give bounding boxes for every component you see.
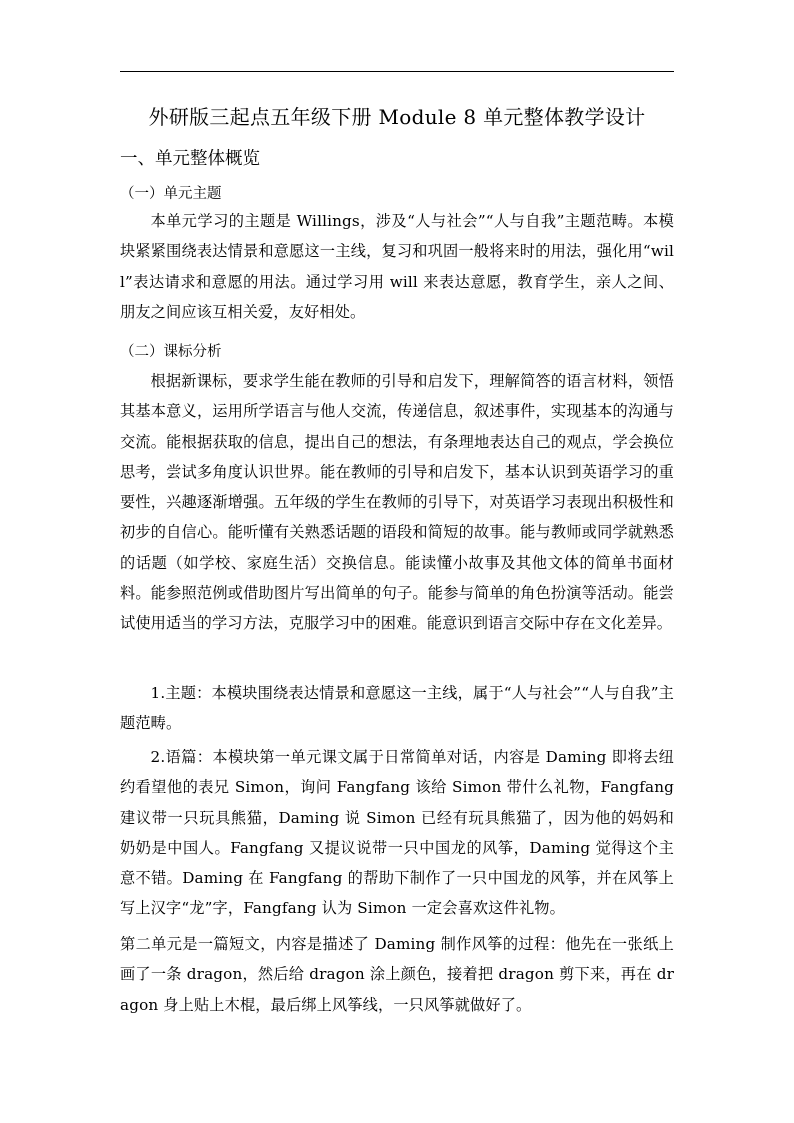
- point-theme-paragraph: 1.主题：本模块围绕表达情景和意愿这一主线，属于“人与社会”“人与自我”主题范畴。: [120, 684, 674, 733]
- subsection-heading-curriculum: （二）课标分析: [120, 344, 222, 360]
- section-heading-overview: 一、单元整体概览: [120, 149, 260, 169]
- curriculum-paragraph: 根据新课标，要求学生能在教师的引导和启发下，理解简答的语言材料，领悟其基本意义，运用所学语言与他人交流，传递信息，叙述事件，实现基本的沟通与交流。能根据获取的信息，提出自己的想法，有条理地表达自己的观点，学会换位思考，尝试多角度认识世界。能在教师的引导和启发下，基本认识到英语学习的重要性，兴趣逐渐增强。五年级的学生在教师的引导下，对英语学习表现出积极性和初步的自信心。能听懂有关熟悉话题的语段和简短的故事。能与教师或同学就熟悉的话题（如学校、家庭生活）交换信息。能读懂小故事及其他文体的简单书面材料。能参照范例或借助图片写出简单的句子。能参与简单的角色扮演等活动。能尝试使用适当的学习方法，克服学习中的困难。能意识到语言交际中存在文化差异。: [120, 372, 674, 633]
- header-rule: [120, 71, 674, 72]
- point-text-paragraph: 2.语篇：本模块第一单元课文属于日常简单对话，内容是 Daming 即将去纽约看望他的表兄 Simon，询问 Fangfang 该给 Simon 带什么礼物，Fangfang 建议带一只玩具熊猫，Daming 说 Simon 已经有玩具熊猫了，因为他的妈妈和奶奶是中国人。Fangfang 又提议说带一只中国龙的风筝，Daming 觉得这个主意不错。Daming 在 Fangfang 的帮助下制作了一只中国龙的风筝，并在风筝上写上汉字“龙”字，Fangfang 认为 Simon 一定会喜欢这件礼物。: [120, 748, 674, 918]
- document-title: 外研版三起点五年级下册 Module 8 单元整体教学设计: [148, 105, 646, 129]
- unit-two-paragraph: 第二单元是一篇短文，内容是描述了 Daming 制作风筝的过程：他先在一张纸上画了一条 dragon，然后给 dragon 涂上颜色，接着把 dragon 剪下来，再在 dragon 身上贴上木棍，最后绑上风筝线，一只风筝就做好了。: [120, 935, 674, 1014]
- subsection-heading-theme: （一）单元主题: [120, 186, 222, 202]
- theme-paragraph: 本单元学习的主题是 Willings，涉及“人与社会”“人与自我”主题范畴。本模块紧紧围绕表达情景和意愿这一主线，复习和巩固一般将来时的用法，强化用“will”表达请求和意愿的用法。通过学习用 will 来表达意愿，教育学生，亲人之间、朋友之间应该互相关爱，友好相处。: [120, 212, 674, 321]
